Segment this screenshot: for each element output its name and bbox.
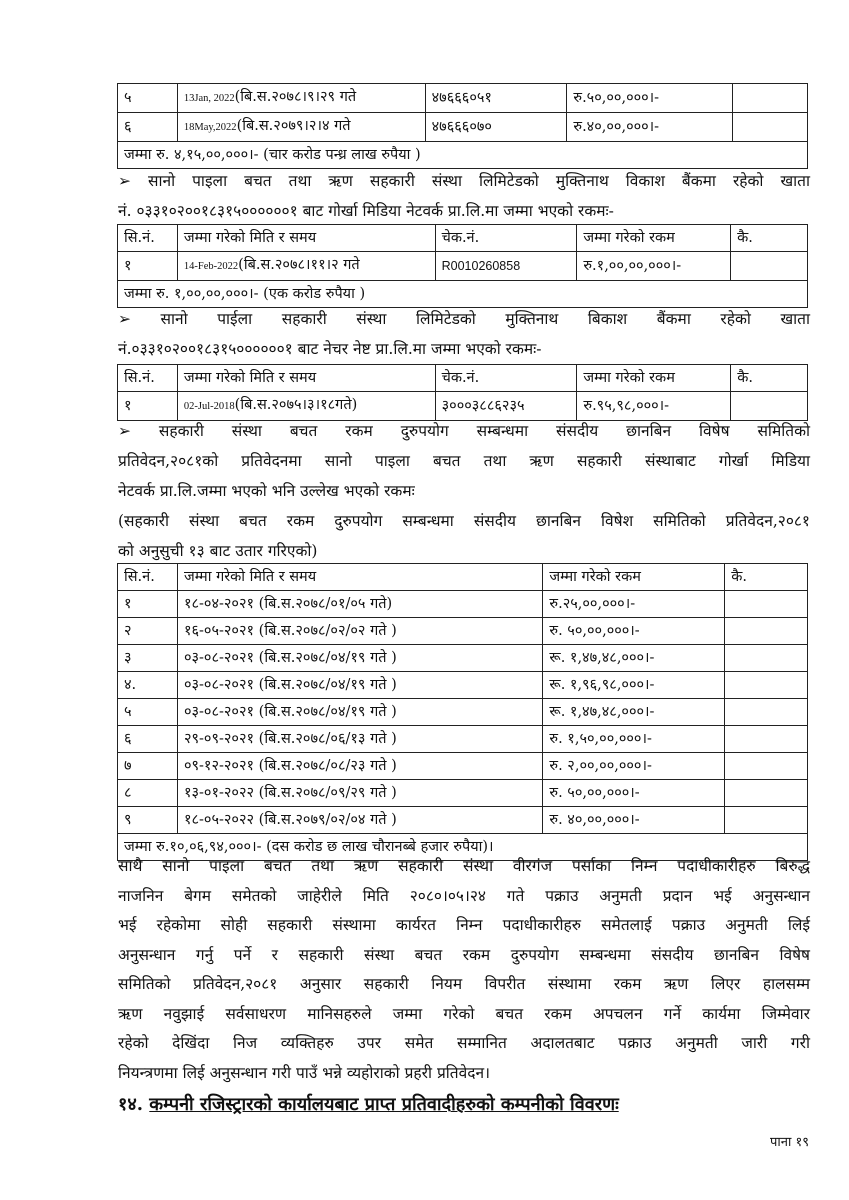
date-cell: १८-०५-२०२२ (बि.स.२०७९/०२/०४ गते )	[177, 807, 542, 834]
remarks-cell	[725, 618, 808, 645]
text-line: ➢ सानो पाइला बचत तथा ऋण सहकारी संस्था लिमिटेडको मुक्तिनाथ विकाश बैंकमा रहेको खाता	[118, 172, 810, 190]
remarks-cell	[731, 252, 808, 281]
amount-cell: रु. २,००,००,०००।-	[543, 753, 725, 780]
text-line: नं.०३३१०२००१८३१५००००००१ बाट नेचर नेष्ट प्रा.लि.मा जम्मा भएको रकमः-	[118, 340, 542, 358]
sn-cell: २	[118, 618, 178, 645]
table-row	[118, 645, 808, 672]
amount-cell: रु. ५०,००,०००।-	[543, 618, 725, 645]
table-row	[118, 726, 808, 753]
paragraph-1	[118, 166, 810, 226]
sn-cell: ८	[118, 780, 178, 807]
header-cell: जम्मा गरेको मिति र समय	[177, 365, 435, 392]
cheque-cell: ४७६६६०७०	[425, 113, 567, 142]
amount-cell: रु.९५,९८,०००।-	[577, 392, 731, 421]
text-line: भई रहेकोमा सोही सहकारी संस्थामा कार्यरत निम्न पदाधीकारीहरु समेतलाई पक्राउ अनुमती लिई	[118, 916, 810, 934]
section-title: कम्पनी रजिस्ट्रारको कार्यालयबाट प्राप्त प्रतिवादीहरुको कम्पनीको विवरणः	[149, 1094, 619, 1115]
text-line: नियन्त्रणमा लिई अनुसन्धान गरी पाउँ भन्ने व्यहोराको प्रहरी प्रतिवेदन।	[118, 1063, 490, 1082]
text-line: साथै सानो पाइला बचत तथा ऋण सहकारी संस्था वीरगंज पर्साका निम्न पदाधीकारीहरु बिरुद्ध	[118, 857, 810, 875]
text-line: नाजनिन बेगम समेतको जाहेरीले मिति २०८०।०५।२४ गते पक्राउ अनुमती प्रदान भई अनुसन्धान	[118, 886, 810, 905]
text-line: ➢ सहकारी संस्था बचत रकम दुरुपयोग सम्बन्धमा संसदीय छानबिन विषेष समितिको	[118, 422, 810, 440]
sn-cell: ५	[118, 699, 178, 726]
table-row	[118, 591, 808, 618]
remarks-cell	[733, 84, 808, 113]
remarks-cell	[725, 591, 808, 618]
remarks-cell	[725, 672, 808, 699]
sn-cell: ९	[118, 807, 178, 834]
header-cell: जम्मा गरेको मिति र समय	[177, 564, 542, 591]
section-number: १४.	[118, 1094, 143, 1115]
deposit-table-2	[117, 224, 808, 308]
date-cell: २९-०९-२०२१ (बि.स.२०७८/०६/१३ गते )	[177, 726, 542, 753]
header-row	[118, 225, 808, 252]
total-cell: जम्मा रु. ४,१५,००,०००।- (चार करोड पन्ध्र लाख रुपैया )	[118, 142, 808, 169]
text-line: अनुसन्धान गर्नु पर्ने र सहकारी संस्था बचत रकम दुरुपयोग सम्बन्धमा संसदीय छानबिन विषेष	[118, 945, 810, 964]
date-cell: ०३-०८-२०२१ (बि.स.२०७८/०४/१९ गते )	[177, 699, 542, 726]
sn-cell: ६	[118, 113, 178, 142]
sn-cell: ५	[118, 84, 178, 113]
amount-cell: रु.२५,००,०००।-	[543, 591, 725, 618]
remarks-cell	[725, 753, 808, 780]
text-line: ऋण नवुझाई सर्वसाधरण मानिसहरुले जम्मा गरेको बचत रकम अपचलन गर्ने कार्यमा जिम्मेवार	[118, 1004, 810, 1023]
header-cell: सि.नं.	[118, 225, 178, 252]
date-cell: १८-०४-२०२१ (बि.स.२०७८/०१/०५ गते)	[177, 591, 542, 618]
header-cell: सि.नं.	[118, 564, 178, 591]
text-line: नं. ०३३१०२००१८३१५००००००१ बाट गोर्खा मिडिया नेटवर्क प्रा.लि.मा जम्मा भएको रकमः-	[118, 202, 614, 220]
amount-cell: रु. १,५०,००,०००।-	[543, 726, 725, 753]
date-cell: 14-Feb-2022(बि.स.२०७८।११।२ गते	[177, 252, 435, 281]
amount-cell: रु. ४०,००,०००।-	[543, 807, 725, 834]
remarks-cell	[725, 699, 808, 726]
header-cell: चेक.नं.	[435, 225, 577, 252]
sn-cell: १	[118, 252, 178, 281]
amount-cell: रू. १,४७,४८,०००।-	[543, 699, 725, 726]
text-line: रहेको देखिंदा निज व्यक्तिहरु उपर समेत सम्मानित अदालतबाट पक्राउ अनुमती जारी गरी	[118, 1034, 810, 1052]
total-cell: जम्मा रु.१०,०६,९४,०००।- (दस करोड छ लाख चौरानब्बे हजार रुपैया)।	[118, 834, 808, 861]
header-cell: जम्मा गरेको रकम	[543, 564, 725, 591]
date-cell: 18May,2022(बि.स.२०७९।२।४ गते	[177, 113, 425, 142]
remarks-cell	[725, 726, 808, 753]
sn-cell: १	[118, 392, 178, 421]
text-line: नेटवर्क प्रा.लि.जम्मा भएको भनि उल्लेख भएको रकमः	[118, 482, 415, 500]
table-row	[118, 113, 808, 142]
header-cell: जम्मा गरेको रकम	[577, 225, 731, 252]
total-cell: जम्मा रु. १,००,००,०००।- (एक करोड रुपैया )	[118, 281, 808, 308]
amount-cell: रू. १,९६,९८,०००।-	[543, 672, 725, 699]
table-row	[118, 84, 808, 113]
date-cell: १६-०५-२०२१ (बि.स.२०७८/०२/०२ गते )	[177, 618, 542, 645]
section-heading	[118, 1090, 758, 1120]
amount-cell: रु.४०,००,०००।-	[567, 113, 733, 142]
header-cell: कै.	[725, 564, 808, 591]
table-row	[118, 672, 808, 699]
text-line: ➢ सानो पाईला सहकारी संस्था लिमिटेडको मुक्तिनाथ बिकाश बैंकमा रहेको खाता	[118, 310, 810, 328]
paragraph-4	[118, 506, 810, 566]
deposit-table-4	[117, 563, 808, 861]
cheque-cell: ४७६६६०५१	[425, 84, 567, 113]
text-line: को अनुसुची १३ बाट उतार गरिएको)	[118, 542, 318, 560]
remarks-cell	[733, 113, 808, 142]
amount-cell: रू. १,४७,४८,०००।-	[543, 645, 725, 672]
amount-cell: रु.१,००,००,०००।-	[577, 252, 731, 281]
header-cell: कै.	[731, 365, 808, 392]
header-cell: जम्मा गरेको मिति र समय	[177, 225, 435, 252]
total-row	[118, 142, 808, 169]
header-cell: कै.	[731, 225, 808, 252]
date-cell: ०९-१२-२०२१ (बि.स.२०७८/०८/२३ गते )	[177, 753, 542, 780]
table-row	[118, 252, 808, 281]
header-row	[118, 564, 808, 591]
paragraph-2	[118, 304, 810, 364]
page-number: पाना १९	[770, 1135, 809, 1150]
cheque-cell: ३०००३८८६२३५	[435, 392, 577, 421]
deposit-table-3	[117, 364, 808, 421]
sn-cell: ४.	[118, 672, 178, 699]
header-cell: जम्मा गरेको रकम	[577, 365, 731, 392]
sn-cell: ७	[118, 753, 178, 780]
remarks-cell	[725, 807, 808, 834]
header-row	[118, 365, 808, 392]
date-cell: ०३-०८-२०२१ (बि.स.२०७८/०४/१९ गते )	[177, 672, 542, 699]
date-cell: १३-०१-२०२२ (बि.स.२०७८/०९/२९ गते )	[177, 780, 542, 807]
remarks-cell	[725, 645, 808, 672]
text-line: समितिको प्रतिवेदन,२०८१ अनुसार सहकारी नियम विपरीत संस्थामा रकम ऋण लिएर हालसम्म	[118, 975, 810, 993]
table-row	[118, 699, 808, 726]
sn-cell: १	[118, 591, 178, 618]
amount-cell: रु.५०,००,०००।-	[567, 84, 733, 113]
date-cell: 13Jan, 2022(बि.स.२०७८।९।२९ गते	[177, 84, 425, 113]
deposit-table-1	[117, 83, 808, 169]
remarks-cell	[725, 780, 808, 807]
amount-cell: रु. ५०,००,०००।-	[543, 780, 725, 807]
header-cell: चेक.नं.	[435, 365, 577, 392]
text-line: (सहकारी संस्था बचत रकम दुरुपयोग सम्बन्धमा संसदीय छानबिन विषेश समितिको प्रतिवेदन,२०८१	[118, 512, 810, 530]
table-row	[118, 753, 808, 780]
date-cell: 02-Jul-2018(बि.स.२०७५।३।१८गते)	[177, 392, 435, 421]
table-row	[118, 618, 808, 645]
date-cell: ०३-०८-२०२१ (बि.स.२०७८/०४/१९ गते )	[177, 645, 542, 672]
table-row	[118, 780, 808, 807]
sn-cell: ६	[118, 726, 178, 753]
paragraph-5	[118, 852, 810, 1088]
table-row	[118, 807, 808, 834]
paragraph-3	[118, 416, 810, 506]
sn-cell: ३	[118, 645, 178, 672]
text-line: प्रतिवेदन,२०८१को प्रतिवेदनमा सानो पाइला बचत तथा ऋण सहकारी संस्थाबाट गोर्खा मिडिया	[118, 452, 810, 470]
header-cell: सि.नं.	[118, 365, 178, 392]
cheque-cell: R0010260858	[435, 252, 577, 281]
